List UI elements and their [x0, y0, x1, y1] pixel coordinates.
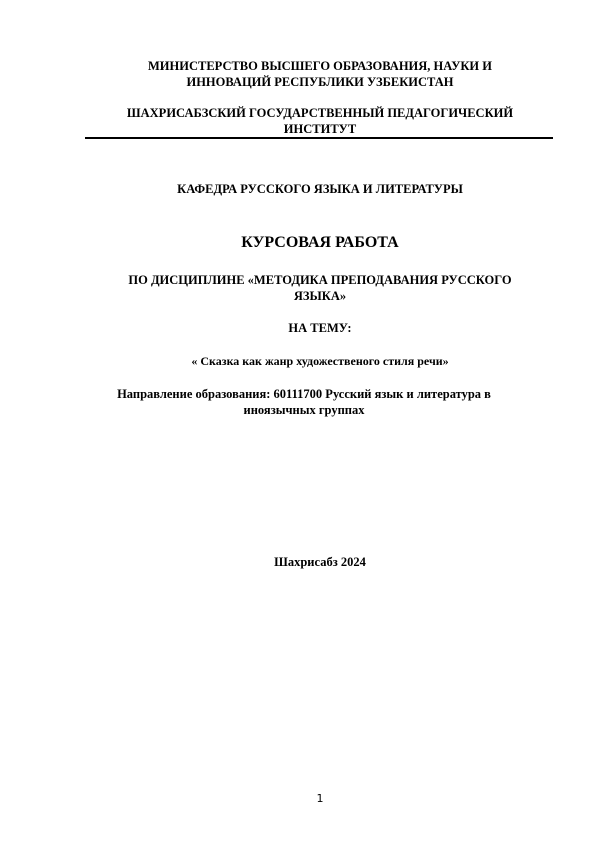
ministry-line-2: ИННОВАЦИЙ РЕСПУБЛИКИ УЗБЕКИСТАН	[186, 75, 454, 89]
header-divider	[85, 137, 553, 139]
institute-line-1: ШАХРИСАБЗСКИЙ ГОСУДАРСТВЕННЫЙ ПЕДАГОГИЧЕСКИЙ	[126, 106, 514, 120]
institute-line-2: ИНСТИТУТ	[283, 122, 357, 136]
ministry-line-1: МИНИСТЕРСТВО ВЫСШЕГО ОБРАЗОВАНИЯ, НАУКИ И	[147, 59, 493, 73]
topic-title: « Сказка как жанр художественого стиля речи»	[191, 354, 449, 368]
institute-heading	[90, 105, 550, 137]
discipline-line-1: ПО ДИСЦИПЛИНЕ «МЕТОДИКА ПРЕПОДАВАНИЯ РУССКОГО	[128, 273, 512, 287]
topic-label: НА ТЕМУ:	[288, 321, 352, 335]
discipline-heading	[90, 272, 550, 304]
city-year: Шахрисабз 2024	[274, 555, 366, 569]
direction-line-1: Направление образования: 60111700 Русский язык и литература в	[117, 387, 491, 401]
direction-line-2: иноязычных группах	[243, 403, 365, 417]
page-number: 1	[316, 792, 324, 805]
discipline-line-2: ЯЗЫКА»	[293, 289, 347, 303]
work-type-title: КУРСОВАЯ РАБОТА	[241, 234, 399, 251]
ministry-heading	[90, 58, 550, 90]
department-heading: КАФЕДРА РУССКОГО ЯЗЫКА И ЛИТЕРАТУРЫ	[177, 182, 463, 196]
education-direction	[84, 386, 524, 418]
